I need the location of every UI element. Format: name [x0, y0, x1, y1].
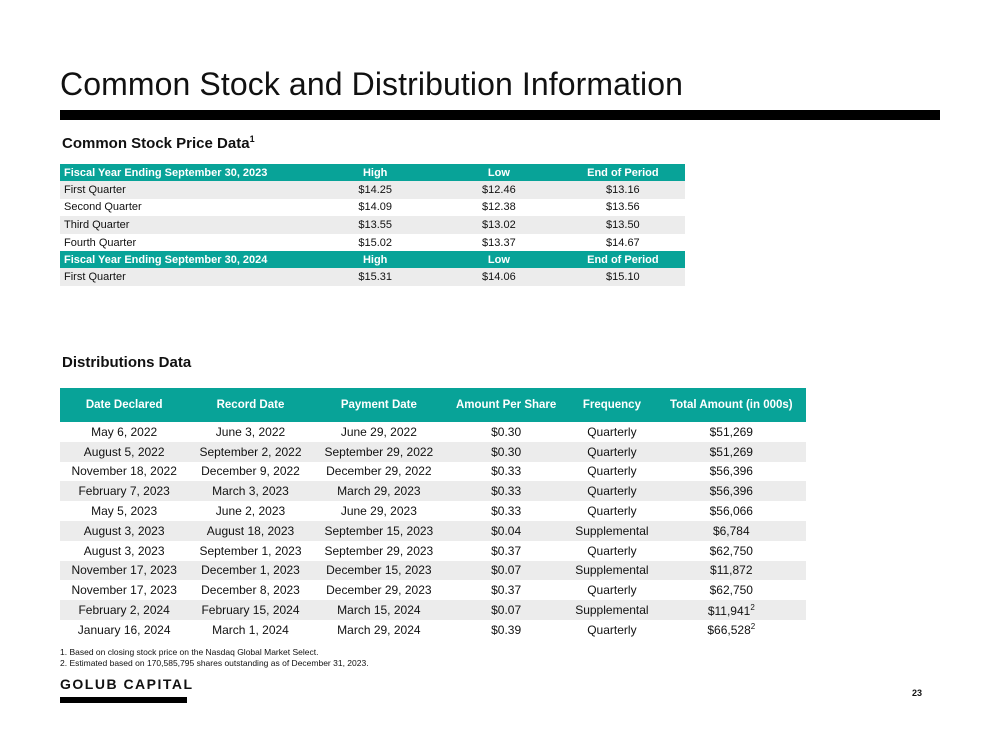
- cell-text: $0.07: [491, 603, 522, 618]
- cell-text: $0.30: [491, 424, 522, 439]
- distribution-cell: [188, 462, 312, 482]
- distribution-cell: [657, 580, 806, 600]
- table-row: [60, 501, 806, 521]
- distribution-cell: [188, 561, 312, 581]
- distribution-cell: [188, 580, 312, 600]
- distribution-cell: [657, 422, 806, 442]
- cell-text: $66,528: [707, 623, 751, 638]
- cell-text: December 29, 2022: [326, 464, 432, 479]
- cell-text: February 2, 2024: [78, 603, 170, 618]
- cell-text: Quarterly: [587, 504, 637, 519]
- cell-text: March 3, 2023: [212, 484, 289, 499]
- cell-text: $56,066: [709, 504, 753, 519]
- page-number: 23: [912, 688, 923, 698]
- price-column-header: Low: [437, 164, 561, 181]
- cell-text: $0.37: [491, 583, 522, 598]
- distributions-header-row: [60, 388, 806, 422]
- cell-text: $0.30: [491, 444, 522, 459]
- distribution-cell: [567, 600, 656, 620]
- price-column-header: Low: [437, 251, 561, 268]
- distribution-cell: [188, 481, 312, 501]
- distribution-cell: [313, 422, 445, 442]
- cell-text: June 29, 2023: [340, 504, 417, 519]
- cell-text: December 8, 2023: [201, 583, 300, 598]
- title-rule: [60, 110, 940, 120]
- cell-text: August 3, 2023: [83, 523, 165, 538]
- table-row: [60, 561, 806, 581]
- cell-text: $0.37: [491, 543, 522, 558]
- cell-text: $56,396: [709, 484, 753, 499]
- price-cell: $13.56: [606, 201, 640, 214]
- cell-text: June 2, 2023: [215, 504, 286, 519]
- price-column-header: End of Period: [561, 251, 685, 268]
- price-cell: $13.16: [561, 181, 685, 199]
- cell-text: $0.33: [491, 504, 522, 519]
- cell-text: September 2, 2022: [199, 444, 302, 459]
- price-cell: $15.10: [561, 268, 685, 286]
- cell-text: September 29, 2022: [324, 444, 434, 459]
- price-cell: $14.67: [606, 236, 640, 249]
- price-cell: $12.38: [482, 201, 516, 214]
- distribution-cell: [313, 521, 445, 541]
- table-row: [60, 462, 806, 482]
- distribution-cell: [657, 521, 806, 541]
- distribution-cell: [567, 620, 656, 640]
- page-title: Common Stock and Distribution Information: [60, 66, 684, 102]
- distribution-cell: [445, 521, 567, 541]
- brand-logo: GOLUB CAPITAL: [60, 676, 194, 692]
- table-row: [60, 234, 685, 252]
- brand-underline: [60, 697, 187, 703]
- cell-text: $51,269: [709, 424, 753, 439]
- cell-text: March 29, 2024: [337, 622, 421, 637]
- distribution-cell: [445, 561, 567, 581]
- price-cell: $12.46: [437, 181, 561, 199]
- cell-text: $6,784: [712, 523, 750, 538]
- distribution-cell: [313, 541, 445, 561]
- cell-text: Supplemental: [575, 523, 649, 538]
- distributions-column-header: Date Declared: [60, 388, 188, 422]
- distribution-cell: [188, 600, 312, 620]
- distribution-cell: [188, 521, 312, 541]
- distributions-table: [60, 388, 806, 640]
- distribution-cell: [313, 462, 445, 482]
- distribution-cell: [657, 481, 806, 501]
- table-row: [60, 580, 806, 600]
- cell-text: $0.39: [491, 622, 522, 637]
- cell-text: Quarterly: [587, 464, 637, 479]
- price-column-header: High: [313, 164, 437, 181]
- cell-text: March 29, 2023: [337, 484, 421, 499]
- cell-text: $0.04: [491, 523, 522, 538]
- distribution-cell: [188, 620, 312, 640]
- distribution-cell: [567, 442, 656, 462]
- cell-text: Quarterly: [587, 484, 637, 499]
- distribution-cell: [657, 620, 806, 640]
- quarter-label: First Quarter: [60, 181, 313, 199]
- price-cell: $13.50: [561, 216, 685, 234]
- distribution-cell: [445, 462, 567, 482]
- price-heading-footnote-ref: 1: [249, 134, 255, 144]
- distribution-cell: [657, 541, 806, 561]
- cell-text: February 15, 2024: [201, 603, 300, 618]
- price-cell: $13.37: [482, 236, 516, 249]
- cell-text: Quarterly: [587, 622, 637, 637]
- distribution-cell: [60, 462, 188, 482]
- distribution-cell: [313, 600, 445, 620]
- distribution-cell: [188, 442, 312, 462]
- distribution-cell: [313, 442, 445, 462]
- table-row: [60, 199, 685, 217]
- cell-text: September 1, 2023: [199, 543, 302, 558]
- cell-text: December 1, 2023: [201, 563, 300, 578]
- cell-text: $0.33: [491, 464, 522, 479]
- cell-text: Quarterly: [587, 543, 637, 558]
- distribution-cell: [60, 521, 188, 541]
- distribution-cell: [60, 541, 188, 561]
- quarter-label: Third Quarter: [60, 216, 313, 234]
- cell-text: $0.07: [491, 563, 522, 578]
- distribution-cell: [313, 481, 445, 501]
- table-row: [60, 600, 806, 620]
- price-cell: $14.09: [358, 201, 392, 214]
- distributions-column-header: Total Amount (in 000s): [657, 388, 806, 422]
- price-cell: $13.02: [437, 216, 561, 234]
- cell-text: January 16, 2024: [77, 622, 171, 637]
- distribution-cell: [567, 501, 656, 521]
- distribution-cell: [657, 600, 806, 620]
- distribution-cell: [445, 501, 567, 521]
- distribution-cell: [60, 561, 188, 581]
- table-row: [60, 620, 806, 640]
- distributions-column-header: Amount Per Share: [445, 388, 567, 422]
- distribution-cell: [313, 580, 445, 600]
- distribution-cell: [657, 561, 806, 581]
- cell-text: September 15, 2023: [324, 523, 434, 538]
- cell-text: June 29, 2022: [340, 424, 417, 439]
- distribution-cell: [60, 501, 188, 521]
- cell-text: $56,396: [709, 464, 753, 479]
- distribution-cell: [657, 501, 806, 521]
- distributions-section-heading: Distributions Data: [62, 354, 192, 371]
- distribution-cell: [188, 541, 312, 561]
- distribution-cell: [60, 620, 188, 640]
- cell-text: November 17, 2023: [71, 583, 177, 598]
- distribution-cell: [567, 462, 656, 482]
- cell-text: $11,872: [710, 563, 753, 578]
- cell-text: Quarterly: [587, 444, 637, 459]
- distribution-cell: [567, 541, 656, 561]
- table-row: [60, 481, 806, 501]
- price-cell: $15.02: [358, 236, 392, 249]
- cell-text: $11,941: [707, 603, 751, 618]
- distribution-cell: [60, 422, 188, 442]
- cell-text: Supplemental: [575, 563, 649, 578]
- footnote-2: 2. Estimated based on 170,585,795 shares outstanding as of December 31, 2023.: [60, 658, 369, 668]
- cell-text: May 5, 2023: [91, 504, 158, 519]
- distribution-cell: [445, 620, 567, 640]
- cell-text: $62,750: [709, 583, 753, 598]
- distribution-cell: [445, 600, 567, 620]
- cell-text: $62,750: [709, 543, 753, 558]
- cell-text: August 5, 2022: [83, 444, 165, 459]
- cell-text: June 3, 2022: [215, 424, 286, 439]
- distribution-cell: [567, 580, 656, 600]
- distributions-column-header: Frequency: [567, 388, 656, 422]
- cell-text: November 17, 2023: [71, 563, 177, 578]
- distribution-cell: [567, 521, 656, 541]
- distribution-cell: [445, 481, 567, 501]
- cell-text: Quarterly: [587, 424, 637, 439]
- distribution-cell: [313, 501, 445, 521]
- cell-text: March 15, 2024: [337, 603, 421, 618]
- quarter-label: Fourth Quarter: [64, 236, 137, 249]
- price-cell: $14.06: [437, 268, 561, 286]
- price-heading-text: Common Stock Price Data: [62, 135, 250, 152]
- distribution-cell: [445, 442, 567, 462]
- price-header-row: [60, 251, 685, 268]
- distribution-cell: [445, 580, 567, 600]
- distribution-cell: [567, 561, 656, 581]
- footnotes: [60, 647, 369, 669]
- cell-text: August 18, 2023: [206, 523, 295, 538]
- cell-text: September 29, 2023: [324, 543, 434, 558]
- cell-text: December 15, 2023: [326, 563, 432, 578]
- distribution-cell: [60, 580, 188, 600]
- cell-text: $51,269: [709, 444, 753, 459]
- footnote-ref: 2: [750, 602, 755, 612]
- distribution-cell: [60, 442, 188, 462]
- cell-text: $0.33: [491, 484, 522, 499]
- distribution-cell: [445, 541, 567, 561]
- distribution-cell: [657, 462, 806, 482]
- distributions-column-header: Record Date: [188, 388, 312, 422]
- table-row: [60, 181, 685, 199]
- distribution-cell: [313, 620, 445, 640]
- table-row: [60, 422, 806, 442]
- distribution-cell: [567, 422, 656, 442]
- price-header-row: [60, 164, 685, 181]
- price-cell: $14.25: [313, 181, 437, 199]
- quarter-label: Second Quarter: [64, 201, 142, 214]
- fiscal-year-header: Fiscal Year Ending September 30, 2023: [60, 164, 313, 181]
- table-row: [60, 521, 806, 541]
- distribution-cell: [188, 422, 312, 442]
- distribution-cell: [567, 481, 656, 501]
- cell-text: May 6, 2022: [91, 424, 158, 439]
- cell-text: Supplemental: [575, 603, 649, 618]
- table-row: [60, 268, 685, 286]
- table-row: [60, 216, 685, 234]
- fiscal-year-header: Fiscal Year Ending September 30, 2024: [60, 251, 313, 268]
- cell-text: March 1, 2024: [212, 622, 289, 637]
- distribution-cell: [60, 481, 188, 501]
- distribution-cell: [60, 600, 188, 620]
- price-cell: $13.55: [313, 216, 437, 234]
- footnote-ref: 2: [750, 622, 756, 632]
- distributions-column-header: Payment Date: [313, 388, 445, 422]
- distribution-cell: [657, 442, 806, 462]
- price-column-header: End of Period: [561, 164, 685, 181]
- cell-text: November 18, 2022: [71, 464, 177, 479]
- table-row: [60, 541, 806, 561]
- price-column-header: High: [313, 251, 437, 268]
- table-row: [60, 442, 806, 462]
- distribution-cell: [313, 561, 445, 581]
- price-cell: $15.31: [313, 268, 437, 286]
- price-section-heading: [62, 134, 255, 152]
- cell-text: February 7, 2023: [78, 484, 170, 499]
- cell-text: August 3, 2023: [83, 543, 165, 558]
- quarter-label: First Quarter: [60, 268, 313, 286]
- distribution-cell: [445, 422, 567, 442]
- footnote-1: 1. Based on closing stock price on the Nasdaq Global Market Select.: [60, 647, 319, 657]
- stock-price-table: [60, 164, 685, 286]
- cell-text: Quarterly: [587, 583, 637, 598]
- cell-text: December 9, 2022: [201, 464, 300, 479]
- distribution-cell: [188, 501, 312, 521]
- cell-text: December 29, 2023: [326, 583, 432, 598]
